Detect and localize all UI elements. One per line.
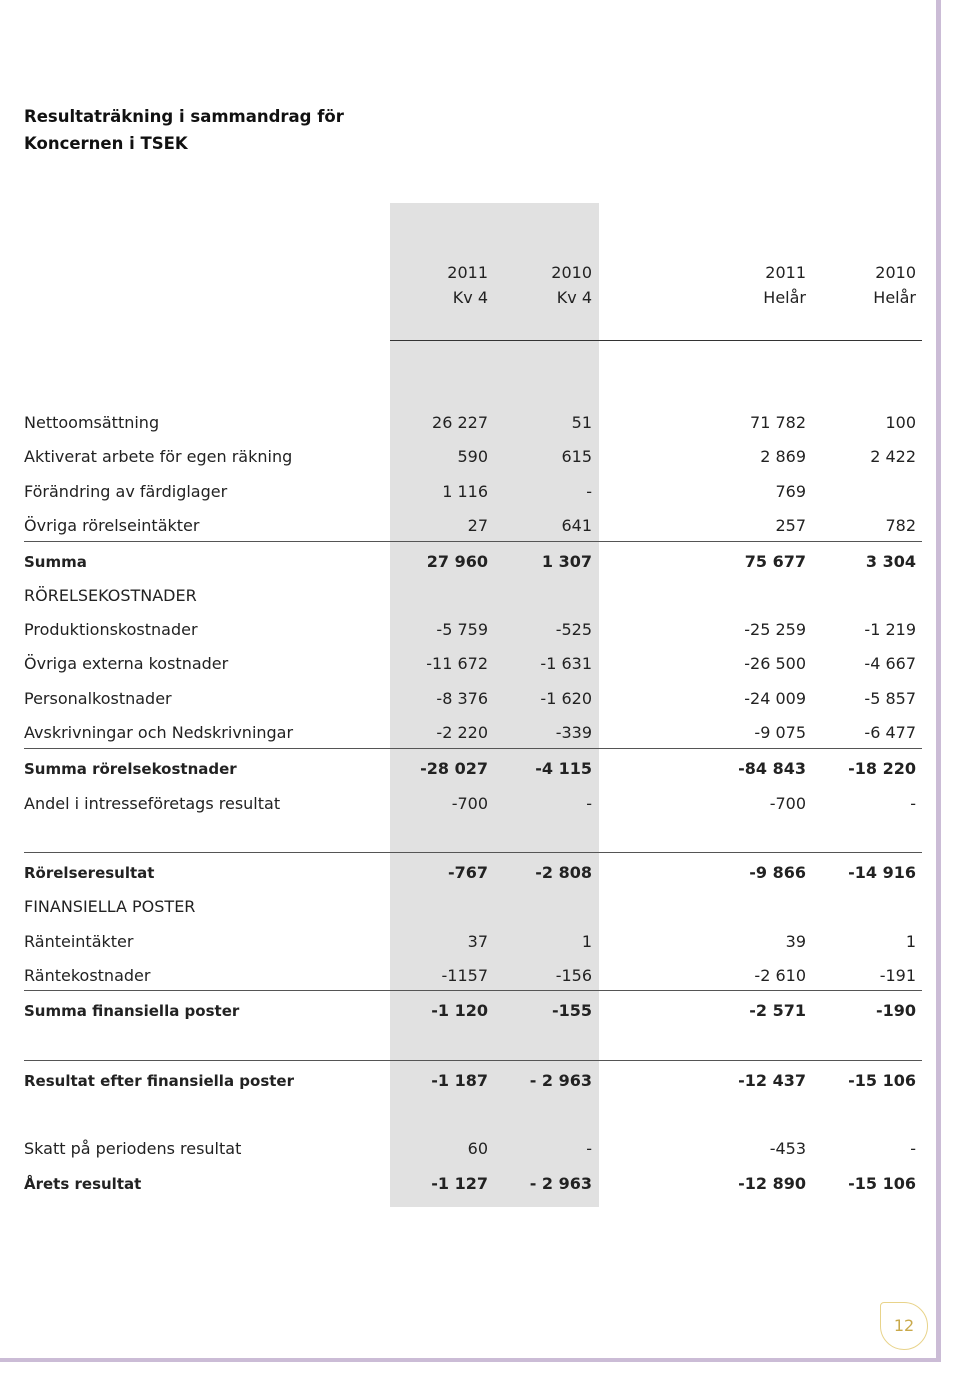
row-label: Förändring av färdiglager [24,482,228,501]
table-row [24,583,922,609]
row-value-col2: -4 115 [535,759,592,778]
row-value-col2: -2 808 [535,863,592,882]
row-value-col3: 2 869 [760,447,806,466]
row-value-col4: -15 106 [848,1174,916,1193]
row-label: RÖRELSEKOSTNADER [24,586,197,605]
header-divider [390,340,922,341]
row-value-col1: -2 220 [436,723,488,742]
row-value-col1: -1 120 [431,1001,488,1020]
row-value-col4: 100 [885,413,916,432]
row-value-col3: -700 [769,794,806,813]
row-value-col4: -15 106 [848,1071,916,1090]
row-label: Ränteintäkter [24,932,134,951]
row-value-col2: -1 620 [540,689,592,708]
row-value-col3: -9 075 [754,723,806,742]
row-value-col1: -8 376 [436,689,488,708]
row-value-col1: 60 [467,1139,488,1158]
table-row [24,410,922,436]
row-value-col2: - [586,482,592,501]
col-header-period: Kv 4 [452,288,488,307]
row-value-col3: -26 500 [744,654,806,673]
page-frame-right [936,0,941,1360]
col-header-2010-kv4 [551,260,592,310]
row-value-col3: -9 866 [749,863,806,882]
row-value-col2: -1 631 [540,654,592,673]
row-value-col3: -453 [769,1139,806,1158]
row-value-col3: 257 [775,516,806,535]
row-value-col1: -1 127 [431,1174,488,1193]
row-label: Räntekostnader [24,966,151,985]
row-value-col4: -14 916 [848,863,916,882]
table-row [24,791,922,817]
row-value-col3: -12 890 [738,1174,806,1193]
col-header-year: 2010 [551,263,592,282]
row-value-col2: -155 [551,1001,592,1020]
row-label: Aktiverat arbete för egen räkning [24,447,293,466]
row-label: Personalkostnader [24,689,172,708]
row-value-col3: 769 [775,482,806,501]
table-row [24,860,922,886]
row-label: Summa finansiella poster [24,1002,240,1020]
row-value-col4: -1 219 [864,620,916,639]
row-value-col1: 37 [467,932,488,951]
row-value-col4: 2 422 [870,447,916,466]
row-value-col2: 615 [561,447,592,466]
col-header-year: 2010 [875,263,916,282]
col-header-2011-helar [763,260,806,310]
row-value-col2: - [586,794,592,813]
col-header-2011-kv4 [447,260,488,310]
row-value-col2: - [586,1139,592,1158]
row-label: Rörelseresultat [24,864,155,882]
row-value-col3: 75 677 [744,552,806,571]
table-row [24,651,922,677]
col-header-period: Kv 4 [556,288,592,307]
row-value-col4: 1 [905,932,916,951]
row-value-col2: 1 [581,932,592,951]
title-line-2: Koncernen i TSEK [24,134,188,153]
row-value-col1: -11 672 [426,654,488,673]
table-row [24,686,922,712]
table-row [24,720,922,746]
row-value-col4: 782 [885,516,916,535]
row-value-col2: 1 307 [541,552,592,571]
title-line-1: Resultaträkning i sammandrag för [24,107,344,126]
row-value-col2: 641 [561,516,592,535]
row-value-col4: -18 220 [848,759,916,778]
row-value-col4: -5 857 [864,689,916,708]
row-label: Övriga rörelseintäkter [24,516,200,535]
row-value-col2: -525 [555,620,592,639]
row-label: Summa rörelsekostnader [24,760,237,778]
row-value-col1: 1 116 [442,482,488,501]
row-label: Andel i intresseföretags resultat [24,794,281,813]
table-row [24,756,922,782]
table-row [24,444,922,470]
row-value-col1: 590 [457,447,488,466]
row-value-col4: -190 [875,1001,916,1020]
table-row [24,1136,922,1162]
row-value-col3: -12 437 [738,1071,806,1090]
row-value-col4: - [910,1139,916,1158]
page-frame-bottom [0,1358,941,1362]
row-value-col2: 51 [571,413,592,432]
row-value-col1: -700 [451,794,488,813]
row-label: Skatt på periodens resultat [24,1139,242,1158]
col-header-period: Helår [763,288,806,307]
row-label: Årets resultat [24,1175,142,1193]
row-label: Produktionskostnader [24,620,198,639]
table-row [24,963,922,989]
col-header-2010-helar [873,260,916,310]
table-row [24,929,922,955]
row-label: Resultat efter finansiella poster [24,1072,294,1090]
row-value-col1: -28 027 [420,759,488,778]
table-row [24,1068,922,1094]
row-value-col2: -339 [555,723,592,742]
row-value-col4: -4 667 [864,654,916,673]
row-value-col1: -767 [447,863,488,882]
row-value-col1: 26 227 [432,413,488,432]
row-value-col2: - 2 963 [529,1071,592,1090]
col-header-year: 2011 [447,263,488,282]
row-label: FINANSIELLA POSTER [24,897,196,916]
table-row [24,513,922,539]
row-value-col1: 27 [467,516,488,535]
row-value-col4: -6 477 [864,723,916,742]
row-value-col1: -1157 [441,966,488,985]
row-value-col2: -156 [555,966,592,985]
row-value-col3: -25 259 [744,620,806,639]
report-title [24,103,444,157]
row-value-col3: 39 [785,932,806,951]
row-value-col3: -84 843 [738,759,806,778]
row-label: Summa [24,553,87,571]
row-value-col3: -2 571 [749,1001,806,1020]
table-row [24,998,922,1024]
table-row [24,549,922,575]
row-label: Avskrivningar och Nedskrivningar [24,723,294,742]
table-row [24,617,922,643]
row-value-col4: - [910,794,916,813]
row-value-col1: -5 759 [436,620,488,639]
col-header-period: Helår [873,288,916,307]
col-header-year: 2011 [765,263,806,282]
page-number-badge: 12 [880,1302,928,1350]
row-value-col2: - 2 963 [529,1174,592,1193]
row-label: Övriga externa kostnader [24,654,229,673]
row-label: Nettoomsättning [24,413,160,432]
row-value-col1: -1 187 [431,1071,488,1090]
row-value-col4: -191 [879,966,916,985]
row-value-col3: 71 782 [750,413,806,432]
table-row [24,1171,922,1197]
table-row [24,479,922,505]
row-value-col3: -24 009 [744,689,806,708]
row-value-col4: 3 304 [865,552,916,571]
row-value-col1: 27 960 [426,552,488,571]
table-row [24,894,922,920]
row-value-col3: -2 610 [754,966,806,985]
